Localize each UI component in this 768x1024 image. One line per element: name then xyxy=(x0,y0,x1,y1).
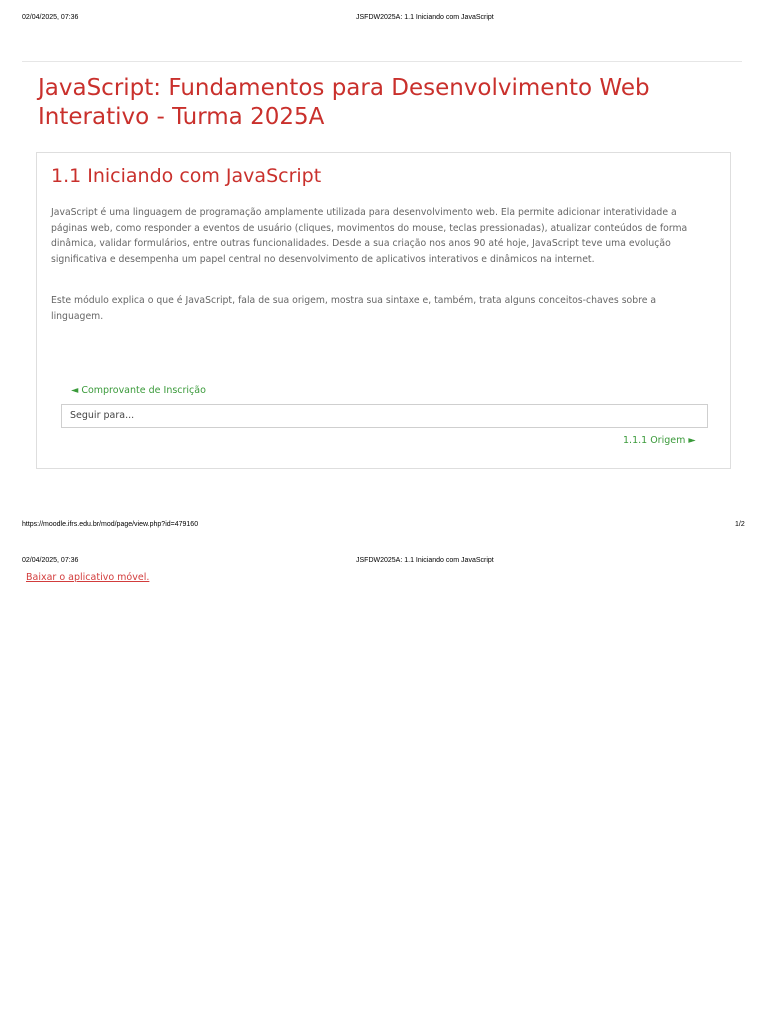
content-paragraph: Este módulo explica o que é JavaScript, fala de sua origem, mostra sua sintaxe e, também, trata alguns conceitos-chaves sobre a linguagem. xyxy=(51,295,657,322)
print-date: 02/04/2025, 07:36 xyxy=(22,14,79,21)
next-activity-link[interactable]: 1.1.1 Origem ► xyxy=(623,435,696,446)
course-title: JavaScript: Fundamentos para Desenvolvimento Web Interativo - Turma 2025A xyxy=(38,75,650,130)
jump-to-select[interactable]: Seguir para... xyxy=(61,404,708,428)
print-url: https://moodle.ifrs.edu.br/mod/page/view.php?id=479160 xyxy=(22,521,199,528)
print-date: 02/04/2025, 07:36 xyxy=(22,557,79,564)
print-page-title: JSFDW2025A: 1.1 Iniciando com JavaScript xyxy=(356,14,494,21)
previous-activity-link[interactable]: ◄ Comprovante de Inscrição xyxy=(71,385,206,396)
divider xyxy=(22,61,742,62)
page-content-card xyxy=(36,152,731,469)
page-number: 1/2 xyxy=(735,521,745,528)
section-title: 1.1 Iniciando com JavaScript xyxy=(51,165,322,187)
mobile-app-link[interactable]: Baixar o aplicativo móvel. xyxy=(26,572,150,583)
content-paragraph: JavaScript é uma linguagem de programação amplamente utilizada para desenvolvimento web. Ela permite adicionar interatividade a páginas web, como responder a eventos de usuário (cliques, movimentos do mouse, teclas pressionadas), atualizar conteúdos de forma dinâmica, validar formulários, entre outras funcionalidades. Desde a sua criação nos anos 90 até hoje, JavaScript teve uma evolução significativa e desempenha um papel central no desenvolvimento de aplicativos interativos e dinâmicos na internet. xyxy=(51,207,688,265)
print-page-title: JSFDW2025A: 1.1 Iniciando com JavaScript xyxy=(356,557,494,564)
